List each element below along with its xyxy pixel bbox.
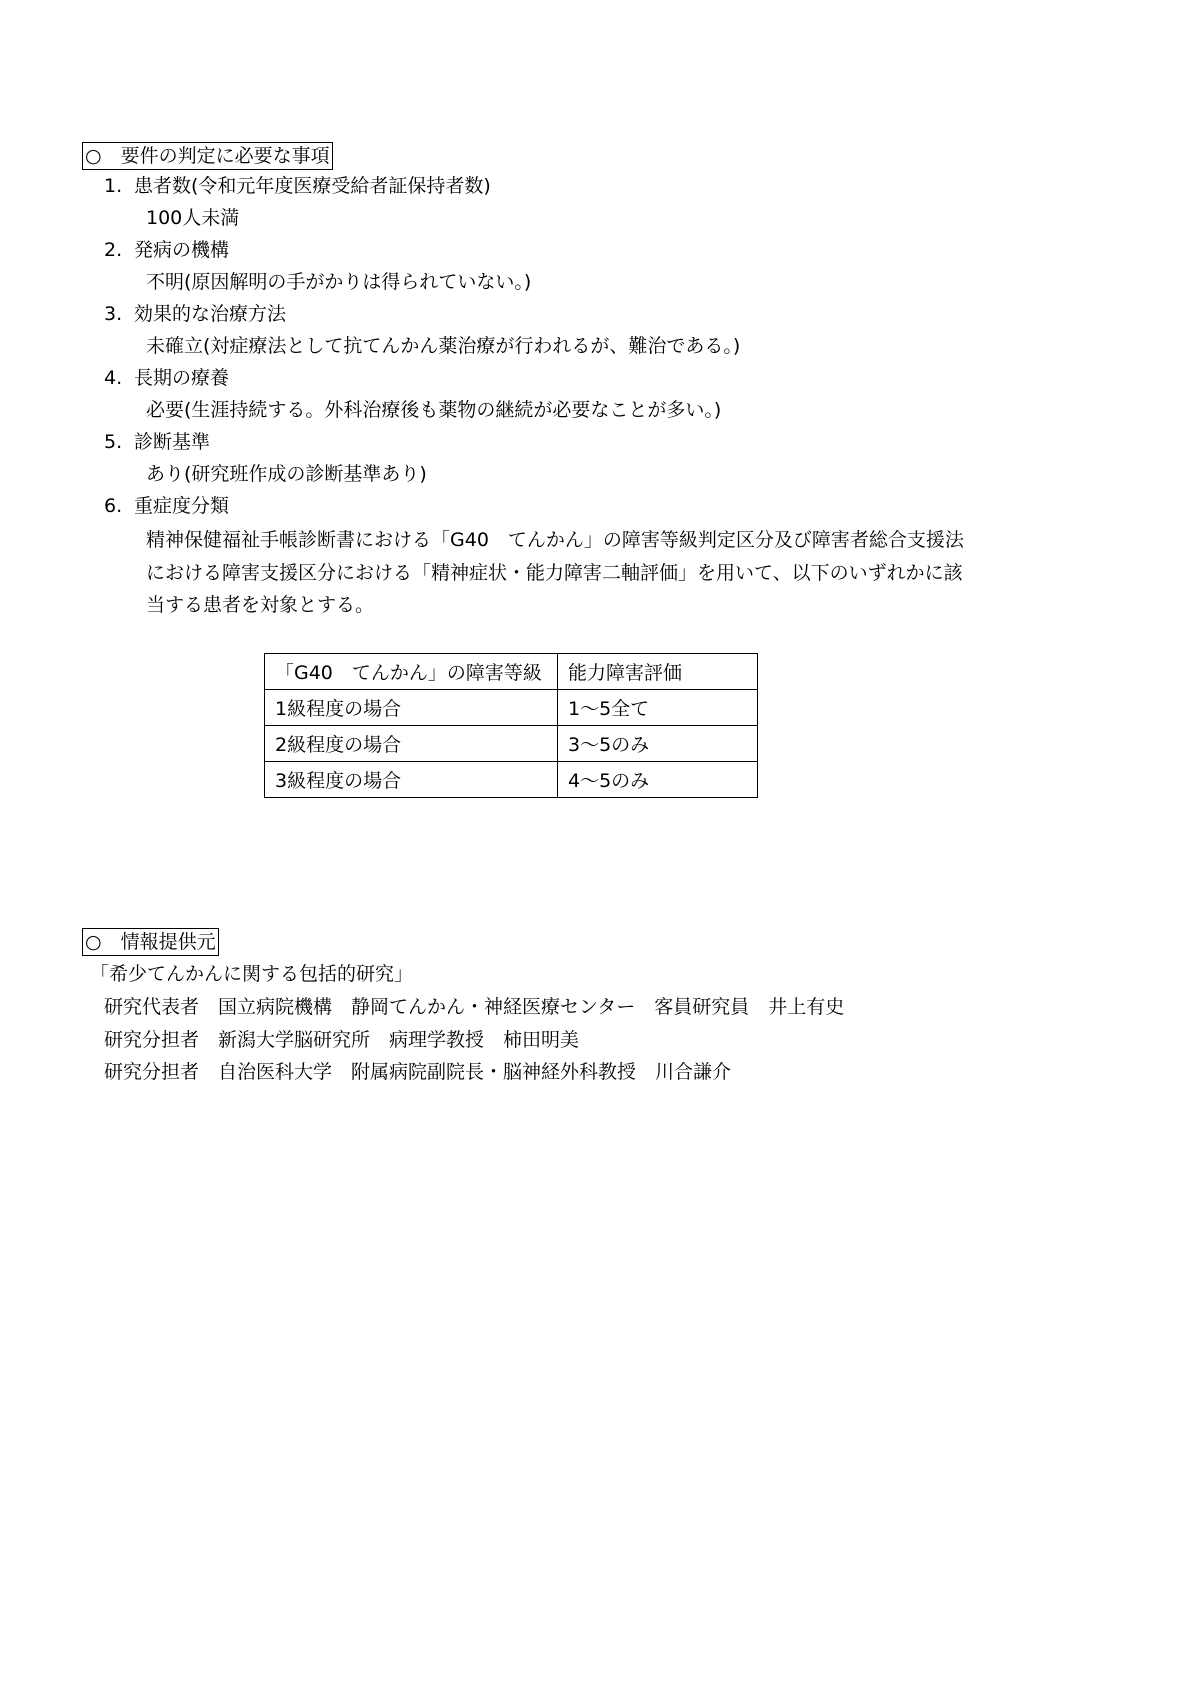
item-6-body-line-3: 当する患者を対象とする。 [146,594,375,616]
table-cell: 3～5のみ [558,726,758,762]
item-title: 発病の機構 [134,239,230,261]
item-number: 3. [104,303,123,325]
item-number: 4. [104,367,123,389]
table-cell: 4～5のみ [558,762,758,798]
severity-table [264,653,758,798]
table-row [265,690,758,726]
section-heading-info-source: ○ 情報提供元 [82,928,219,956]
item-3-title [104,301,286,327]
researcher-line: 研究代表者 国立病院機構 静岡てんかん・神経医療センター 客員研究員 井上有史 [104,996,845,1018]
table-row [265,762,758,798]
table-cell: 2級程度の場合 [265,726,558,762]
item-5-title [104,429,210,455]
table-cell: 3級程度の場合 [265,762,558,798]
researcher-line: 研究分担者 新潟大学脳研究所 病理学教授 柿田明美 [104,1029,580,1051]
section-heading-requirements: ○ 要件の判定に必要な事項 [82,142,333,170]
item-title: 長期の療養 [134,367,230,389]
item-number: 6. [104,495,123,517]
item-3-body: 未確立(対症療法として抗てんかん薬治療が行われるが、難治である。) [146,335,741,357]
table-header-row [265,654,758,690]
item-number: 2. [104,239,123,261]
item-6-title [104,493,229,519]
item-1-title [104,173,491,199]
item-2-title [104,237,229,263]
item-title: 重症度分類 [134,495,230,517]
table-header: 能力障害評価 [558,654,758,690]
item-6-body-line-1: 精神保健福祉手帳診断書における「G40 てんかん」の障害等級判定区分及び障害者総合支援法 [146,529,964,551]
item-4-body: 必要(生涯持続する。外科治療後も薬物の継続が必要なことが多い。) [146,399,722,421]
table-cell: 1級程度の場合 [265,690,558,726]
item-number: 5. [104,431,123,453]
item-6-body-line-2: における障害支援区分における「精神症状・能力障害二軸評価」を用いて、以下のいずれかに該 [146,562,963,584]
item-number: 1. [104,175,123,197]
item-2-body: 不明(原因解明の手がかりは得られていない。) [146,271,532,293]
table-row [265,726,758,762]
item-5-body: あり(研究班作成の診断基準あり) [146,463,427,485]
item-title: 診断基準 [134,431,211,453]
item-title: 効果的な治療方法 [134,303,287,325]
item-1-body: 100人未満 [146,207,240,229]
item-title: 患者数(令和元年度医療受給者証保持者数) [134,175,491,197]
researcher-line: 研究分担者 自治医科大学 附属病院副院長・脳神経外科教授 川合謙介 [104,1061,732,1083]
table-header: 「G40 てんかん」の障害等級 [265,654,558,690]
table-cell: 1～5全て [558,690,758,726]
item-4-title [104,365,229,391]
study-title: 「希少てんかんに関する包括的研究」 [90,963,414,985]
